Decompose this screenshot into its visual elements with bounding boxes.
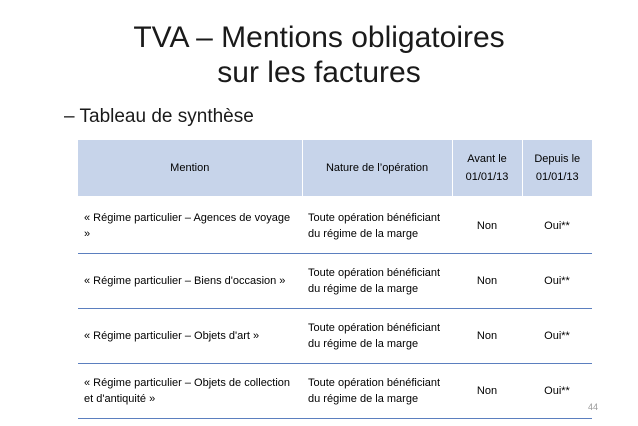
table-header-row <box>78 140 592 198</box>
synthesis-table <box>78 140 592 419</box>
cell-mention: « Régime particulier – Biens d'occasion » <box>78 254 302 309</box>
cell-depuis: Oui** <box>522 309 592 364</box>
slide-title-line-2: sur les factures <box>217 56 421 89</box>
slide-title <box>0 20 638 90</box>
header-depuis: Depuis le 01/01/13 <box>522 140 592 198</box>
cell-avant: Non <box>452 364 522 419</box>
cell-mention: « Régime particulier – Objets de collection et d'antiquité » <box>78 364 302 419</box>
cell-nature: Toute opération bénéficiant du régime de la marge <box>302 254 452 309</box>
header-avant: Avant le 01/01/13 <box>452 140 522 198</box>
table-row <box>78 198 592 254</box>
cell-avant: Non <box>452 309 522 364</box>
slide-subtitle: – Tableau de synthèse <box>64 106 254 127</box>
header-mention: Mention <box>78 140 302 198</box>
cell-nature: Toute opération bénéficiant du régime de la marge <box>302 364 452 419</box>
cell-depuis: Oui** <box>522 364 592 419</box>
cell-depuis: Oui** <box>522 198 592 254</box>
cell-mention: « Régime particulier – Objets d'art » <box>78 309 302 364</box>
cell-avant: Non <box>452 254 522 309</box>
cell-nature: Toute opération bénéficiant du régime de la marge <box>302 309 452 364</box>
slide-title-line-1: TVA – Mentions obligatoires <box>133 21 505 54</box>
cell-mention: « Régime particulier – Agences de voyage » <box>78 198 302 254</box>
cell-depuis: Oui** <box>522 254 592 309</box>
cell-avant: Non <box>452 198 522 254</box>
header-nature: Nature de l’opération <box>302 140 452 198</box>
table-row <box>78 254 592 309</box>
page-number: 44 <box>588 402 599 412</box>
table-row <box>78 364 592 419</box>
cell-nature: Toute opération bénéficiant du régime de la marge <box>302 198 452 254</box>
table-row <box>78 309 592 364</box>
